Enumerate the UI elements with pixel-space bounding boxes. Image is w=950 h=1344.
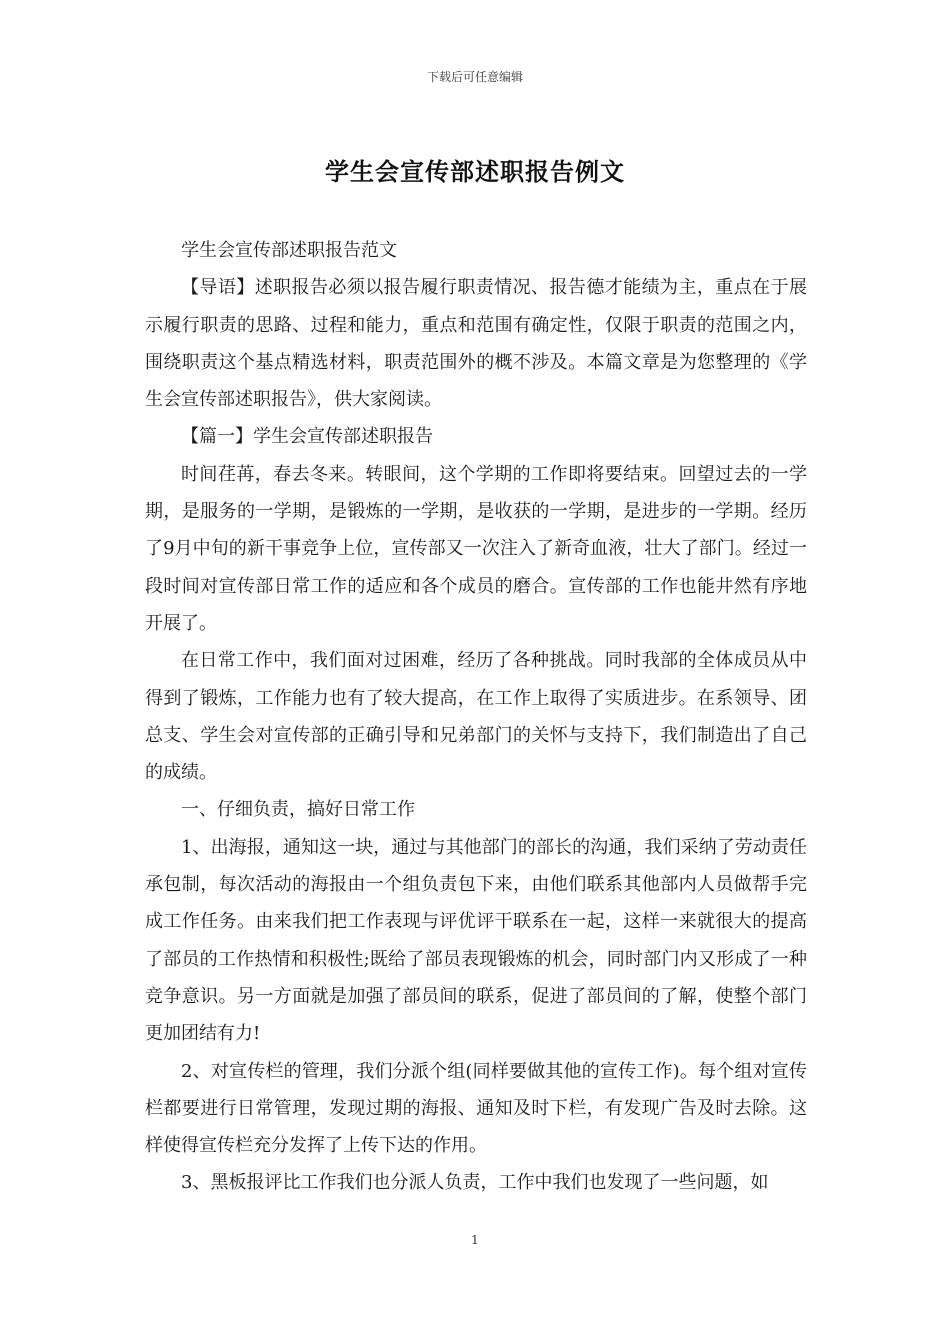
intro-paragraph: 【导语】述职报告必须以报告履行职责情况、报告德才能绩为主，重点在于展示履行职责的思路、过程和能力，重点和范围有确定性，仅限于职责的范围之内，围绕职责这个基点精选材料，职责范围外的概不涉及。本篇文章是为您整理的《学生会宣传部述职报告》，供大家阅读。 xyxy=(145,277,807,411)
header-note: 下载后可任意编辑 xyxy=(426,70,523,84)
section-heading: 【篇一】学生会宣传部述职报告 xyxy=(181,426,433,448)
subtitle-paragraph: 学生会宣传部述职报告范文 xyxy=(181,240,397,261)
document-body xyxy=(145,232,807,1202)
list-item-paragraph: 3、黑板报评比工作我们也分派人负责，工作中我们也发现了一些问题，如 xyxy=(181,1172,769,1194)
list-item-paragraph: 1、出海报，通知这一块，通过与其他部门的部长的沟通，我们采纳了劳动责任承包制，每次活动的海报由一个组负责包下来，由他们联系其他部内人员做帮手完成工作任务。由来我们把工作表现与评优评干联系在一起，这样一来就很大的提高了部员的工作热情和积极性;既给了部员表现锻炼的机会，同时部门内又形成了一种竞争意识。另一方面就是加强了部员间的联系，促进了部员间的了解，使整个部门更加团结有力! xyxy=(145,836,807,1045)
list-item-paragraph: 2、对宣传栏的管理，我们分派个组(同样要做其他的宣传工作)。每个组对宣传栏都要进行日常管理，发现过期的海报、通知及时下栏，有发现广告及时去除。这样使得宣传栏充分发挥了上传下达的作用。 xyxy=(145,1060,807,1157)
body-paragraph: 在日常工作中，我们面对过困难，经历了各种挑战。同时我部的全体成员从中得到了锻炼，工作能力也有了较大提高，在工作上取得了实质进步。在系领导、团总支、学生会对宣传部的正确引导和兄弟部门的关怀与支持下，我们制造出了自己的成绩。 xyxy=(145,650,807,784)
document-title: 学生会宣传部述职报告例文 xyxy=(325,157,625,186)
body-paragraph: 时间荏苒，春去冬来。转眼间，这个学期的工作即将要结束。回望过去的一学期，是服务的一学期，是锻炼的一学期，是收获的一学期，是进步的一学期。经历了9月中旬的新干事竞争上位，宣传部又一次注入了新奇血液，壮大了部门。经过一段时间对宣传部日常工作的适应和各个成员的磨合。宣传部的工作也能井然有序地开展了。 xyxy=(145,463,807,634)
subsection-heading: 一、仔细负责，搞好日常工作 xyxy=(181,799,415,821)
page-number: 1 xyxy=(471,1233,479,1247)
